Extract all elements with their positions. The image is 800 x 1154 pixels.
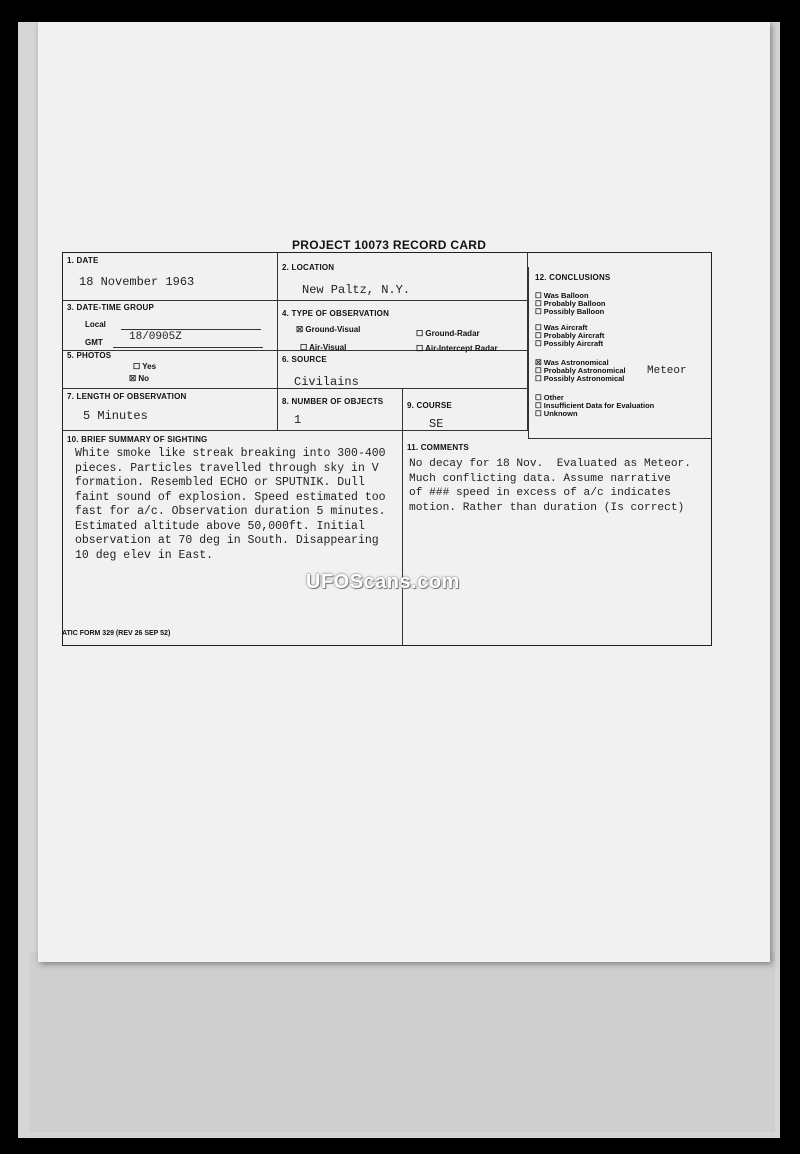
summary-line: faint sound of explosion. Speed estimated too bbox=[75, 490, 386, 504]
conclusion-item: ☐ Possibly Astronomical bbox=[535, 374, 625, 383]
location-value: New Paltz, N.Y. bbox=[302, 283, 411, 297]
paper-lower-shadow bbox=[30, 952, 775, 1132]
card-title: PROJECT 10073 RECORD CARD bbox=[292, 238, 487, 252]
comments-box: 11. COMMENTS No decay for 18 Nov. Evaluated as Meteor. Much conflicting data. Assume narrative of ### speed in excess of a/c indicates motion. Rather than duration (Is correct) bbox=[407, 443, 691, 514]
comment-line: of ### speed in excess of a/c indicates bbox=[409, 487, 671, 499]
photos-yes-checkbox: ☐ Yes bbox=[133, 362, 157, 371]
conclusion-item: ☐ Was Aircraft bbox=[535, 323, 588, 332]
summary-text bbox=[75, 447, 386, 563]
date-value: 18 November 1963 bbox=[79, 275, 195, 289]
conclusion-item: ☐ Other bbox=[535, 393, 564, 402]
date-box: 1. DATE 18 November 1963 bbox=[63, 253, 278, 301]
datetime-box: 3. DATE-TIME GROUP Local GMT 18/0905Z bbox=[63, 301, 278, 351]
location-box: 2. LOCATION New Paltz, N.Y. bbox=[278, 253, 528, 301]
photos-box: 5. PHOTOS ☐ Yes ☒ No bbox=[63, 351, 278, 389]
conclusion-item: ☐ Insufficient Data for Evaluation bbox=[535, 401, 655, 410]
form-number: ATIC FORM 329 (REV 26 SEP 52) bbox=[62, 630, 171, 637]
conclusions-box: 12. CONCLUSIONS ☐ Was Balloon ☐ Probably Balloon ☐ Possibly Balloon ☐ Was Aircraft ☐ Probably Aircraft ☐ Possibly Aircraft ☒ Was Astronomical ☐ Probably Astronomical ☐ Possibly Astronomical ☐ Other ☐ Insufficient Data for Evaluation ☐ Unknown Meteor bbox=[528, 267, 711, 439]
conclusion-item: ☐ Possibly Balloon bbox=[535, 307, 605, 316]
summary-line: formation. Resembled ECHO or SPUTNIK. Dull bbox=[75, 476, 365, 489]
num-objects-box: 8. NUMBER OF OBJECTS 1 bbox=[278, 389, 403, 431]
conclusion-item: ☐ Was Balloon bbox=[535, 291, 589, 300]
summary-box: 10. BRIEF SUMMARY OF SIGHTING White smoke like streak breaking into 300-400 pieces. Particles travelled through sky in V formation. Resembled ECHO or SPUTNIK. Dull faint sound of explosion. Speed estimated too fast for a/c. Observation duration 5 minutes. Estimated altitude above 50,000ft. Initial observation at 70 deg in South. Disappearing 10 deg elev in East. bbox=[63, 431, 403, 645]
length-box: 7. LENGTH OF OBSERVATION 5 Minutes bbox=[63, 389, 278, 431]
conclusion-item: ☐ Probably Balloon bbox=[535, 299, 606, 308]
course-box: 9. COURSE SE bbox=[403, 389, 528, 431]
ground-radar-checkbox: ☐ Ground-Radar bbox=[416, 329, 480, 338]
air-visual-checkbox: ☐ Air-Visual bbox=[300, 343, 347, 352]
length-value: 5 Minutes bbox=[83, 409, 148, 423]
gmt-value: 18/0905Z bbox=[129, 331, 182, 343]
comment-line: Much conflicting data. Assume narrative bbox=[409, 472, 671, 485]
summary-line: pieces. Particles travelled through sky in V bbox=[75, 461, 379, 475]
summary-line: observation at 70 deg in South. Disappearing bbox=[75, 534, 379, 547]
conclusion-item: ☒ Was Astronomical bbox=[535, 358, 609, 367]
conclusion-item: ☐ Probably Astronomical bbox=[535, 366, 626, 375]
conclusion-item: ☐ Probably Aircraft bbox=[535, 331, 605, 340]
photos-no-checkbox: ☒ No bbox=[129, 374, 150, 383]
conclusion-item: ☐ Unknown bbox=[535, 409, 578, 418]
gmt-line bbox=[113, 347, 263, 348]
comment-line: No decay for 18 Nov. Evaluated as Meteor. bbox=[409, 458, 691, 470]
summary-line: fast for a/c. Observation duration 5 minutes. bbox=[75, 505, 386, 518]
meteor-handwritten: Meteor bbox=[647, 365, 687, 377]
air-intercept-checkbox: ☐ Air-Intercept Radar bbox=[416, 344, 498, 353]
source-value: Civilains bbox=[294, 375, 359, 389]
comments-text bbox=[409, 457, 691, 515]
source-box: 6. SOURCE Civilains bbox=[278, 351, 528, 389]
num-objects-value: 1 bbox=[294, 413, 302, 427]
local-line bbox=[121, 329, 261, 330]
conclusion-item: ☐ Possibly Aircraft bbox=[535, 339, 604, 348]
ground-visual-checkbox: ☒ Ground-Visual bbox=[296, 325, 361, 334]
summary-line: Estimated altitude above 50,000ft. Initial bbox=[75, 519, 365, 533]
course-value: SE bbox=[429, 417, 444, 431]
watermark: UFOScans.com bbox=[306, 571, 460, 593]
comment-line: motion. Rather than duration (Is correct) bbox=[409, 501, 685, 514]
summary-line: White smoke like streak breaking into 300-400 bbox=[75, 447, 386, 460]
observation-type-box: 4. TYPE OF OBSERVATION ☒ Ground-Visual ☐ Ground-Radar ☐ Air-Visual ☐ Air-Intercept Radar bbox=[278, 301, 528, 351]
summary-line: 10 deg elev in East. bbox=[75, 548, 214, 562]
